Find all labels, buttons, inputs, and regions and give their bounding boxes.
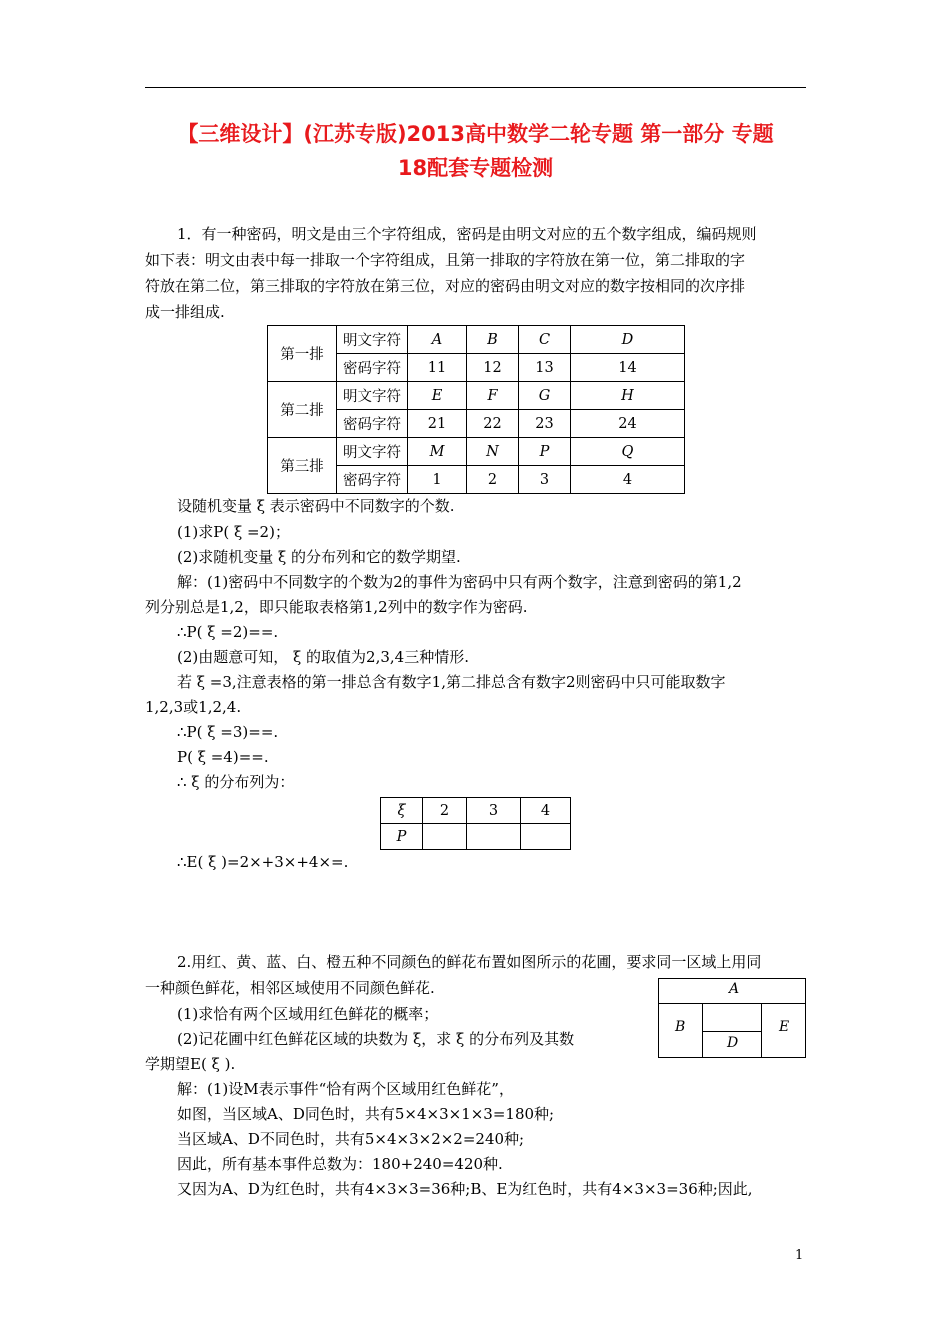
problem1-line: 成一排组成. (145, 303, 225, 321)
cipher-table (267, 325, 685, 494)
header-rule (145, 87, 806, 88)
p-value (521, 824, 571, 850)
problem2-line: 因此，所有基本事件总数为：180+240=420种. (177, 1155, 503, 1173)
code-cell: 3 (519, 466, 571, 494)
problem1-line: 符放在第二位，第三排取的字符放在第三位，对应的密码由明文对应的数字按相同的次序排 (145, 277, 746, 295)
code-cell: 2 (467, 466, 519, 494)
region-label-d: D (727, 1035, 739, 1051)
code-cell: 23 (519, 410, 571, 438)
region-label-a: A (729, 981, 740, 997)
code-label: 密码字符 (337, 354, 408, 382)
problem1-text: 列分别总是1,2，即只能取表格第1,2列中的数字作为密码. (145, 598, 528, 616)
plain-cell: H (571, 382, 685, 410)
plain-cell: M (408, 438, 467, 466)
row-label: 第二排 (268, 382, 337, 438)
flower-bed-figure (658, 978, 806, 1058)
problem2-line: 当区域A、D不同色时，共有5×4×3×2×2=240种; (177, 1130, 525, 1148)
row-label: 第一排 (268, 326, 337, 382)
problem1-text: (2)由题意可知， ξ 的取值为2,3,4三种情形. (177, 648, 469, 666)
code-cell: 22 (467, 410, 519, 438)
code-cell: 24 (571, 410, 685, 438)
p-value (467, 824, 521, 850)
plain-cell: F (467, 382, 519, 410)
xi-value: 2 (423, 798, 467, 824)
plain-cell: D (571, 326, 685, 354)
plain-cell: N (467, 438, 519, 466)
plain-cell: P (519, 438, 571, 466)
problem2-line: 一种颜色鲜花，相邻区域使用不同颜色鲜花. (145, 979, 435, 997)
problem2-line: (1)求恰有两个区域用红色鲜花的概率； (177, 1005, 439, 1023)
plain-cell: B (467, 326, 519, 354)
problem1-text: 若 ξ =3,注意表格的第一排总含有数字1,第二排总含有数字2则密码中只可能取数字 (177, 673, 726, 691)
document-title-line2: 18配套专题检测 (397, 156, 554, 180)
problem2-line: 学期望E( ξ ). (145, 1055, 236, 1073)
code-cell: 12 (467, 354, 519, 382)
distribution-table (380, 797, 571, 850)
problem1-text: ∴P( ξ =3)==. (177, 723, 279, 741)
code-label: 密码字符 (337, 410, 408, 438)
document-title-line1: 【三维设计】(江苏专版)2013高中数学二轮专题 第一部分 专题 (177, 122, 774, 146)
code-cell: 14 (571, 354, 685, 382)
problem2-line: 又因为A、D为红色时，共有4×3×3=36种;B、E为红色时，共有4×3×3=36种;因此, (177, 1180, 753, 1198)
problem2-line: 2.用红、黄、蓝、白、橙五种不同颜色的鲜花布置如图所示的花圃，要求同一区域上用同 (177, 953, 762, 971)
plain-cell: E (408, 382, 467, 410)
problem1-text: P( ξ =4)==. (177, 748, 269, 766)
problem1-text: (2)求随机变量 ξ 的分布列和它的数学期望. (177, 548, 461, 566)
problem1-text: 设随机变量 ξ 表示密码中不同数字的个数. (177, 497, 455, 515)
problem1-text: (1)求P( ξ =2)； (177, 523, 290, 541)
code-cell: 11 (408, 354, 467, 382)
code-cell: 1 (408, 466, 467, 494)
p-value (423, 824, 467, 850)
problem1-line: 1．有一种密码，明文是由三个字符组成，密码是由明文对应的五个数字组成，编码规则 (177, 225, 757, 243)
problem2-line: 如图，当区域A、D同色时，共有5×4×3×1×3=180种; (177, 1105, 555, 1123)
problem2-line: 解：(1)设M表示事件“恰有两个区域用红色鲜花”， (177, 1080, 514, 1098)
region-label-b: B (675, 1019, 686, 1035)
page-number: 1 (795, 1248, 804, 1263)
code-cell: 4 (571, 466, 685, 494)
problem1-text: 解：(1)密码中不同数字的个数为2的事件为密码中只有两个数字，注意到密码的第1,2 (177, 573, 742, 591)
plain-cell: A (408, 326, 467, 354)
expectation-line: ∴E( ξ )=2×+3×+4×=. (177, 853, 349, 871)
problem1-text: ∴ ξ 的分布列为： (177, 773, 295, 791)
p-label: P (381, 824, 423, 850)
xi-value: 4 (521, 798, 571, 824)
xi-label: ξ (381, 798, 423, 824)
plain-cell: Q (571, 438, 685, 466)
code-cell: 21 (408, 410, 467, 438)
plain-cell: G (519, 382, 571, 410)
plain-label: 明文字符 (337, 326, 408, 354)
plain-label: 明文字符 (337, 382, 408, 410)
xi-value: 3 (467, 798, 521, 824)
row-label: 第三排 (268, 438, 337, 494)
code-cell: 13 (519, 354, 571, 382)
region-label-e: E (779, 1019, 790, 1035)
code-label: 密码字符 (337, 466, 408, 494)
plain-label: 明文字符 (337, 438, 408, 466)
problem1-text: ∴P( ξ =2)==. (177, 623, 279, 641)
problem1-text: 1,2,3或1,2,4. (145, 698, 242, 716)
problem1-line: 如下表：明文由表中每一排取一个字符组成，且第一排取的字符放在第一位，第二排取的字 (145, 251, 746, 269)
problem2-line: (2)记花圃中红色鲜花区域的块数为 ξ，求 ξ 的分布列及其数 (177, 1030, 575, 1048)
plain-cell: C (519, 326, 571, 354)
